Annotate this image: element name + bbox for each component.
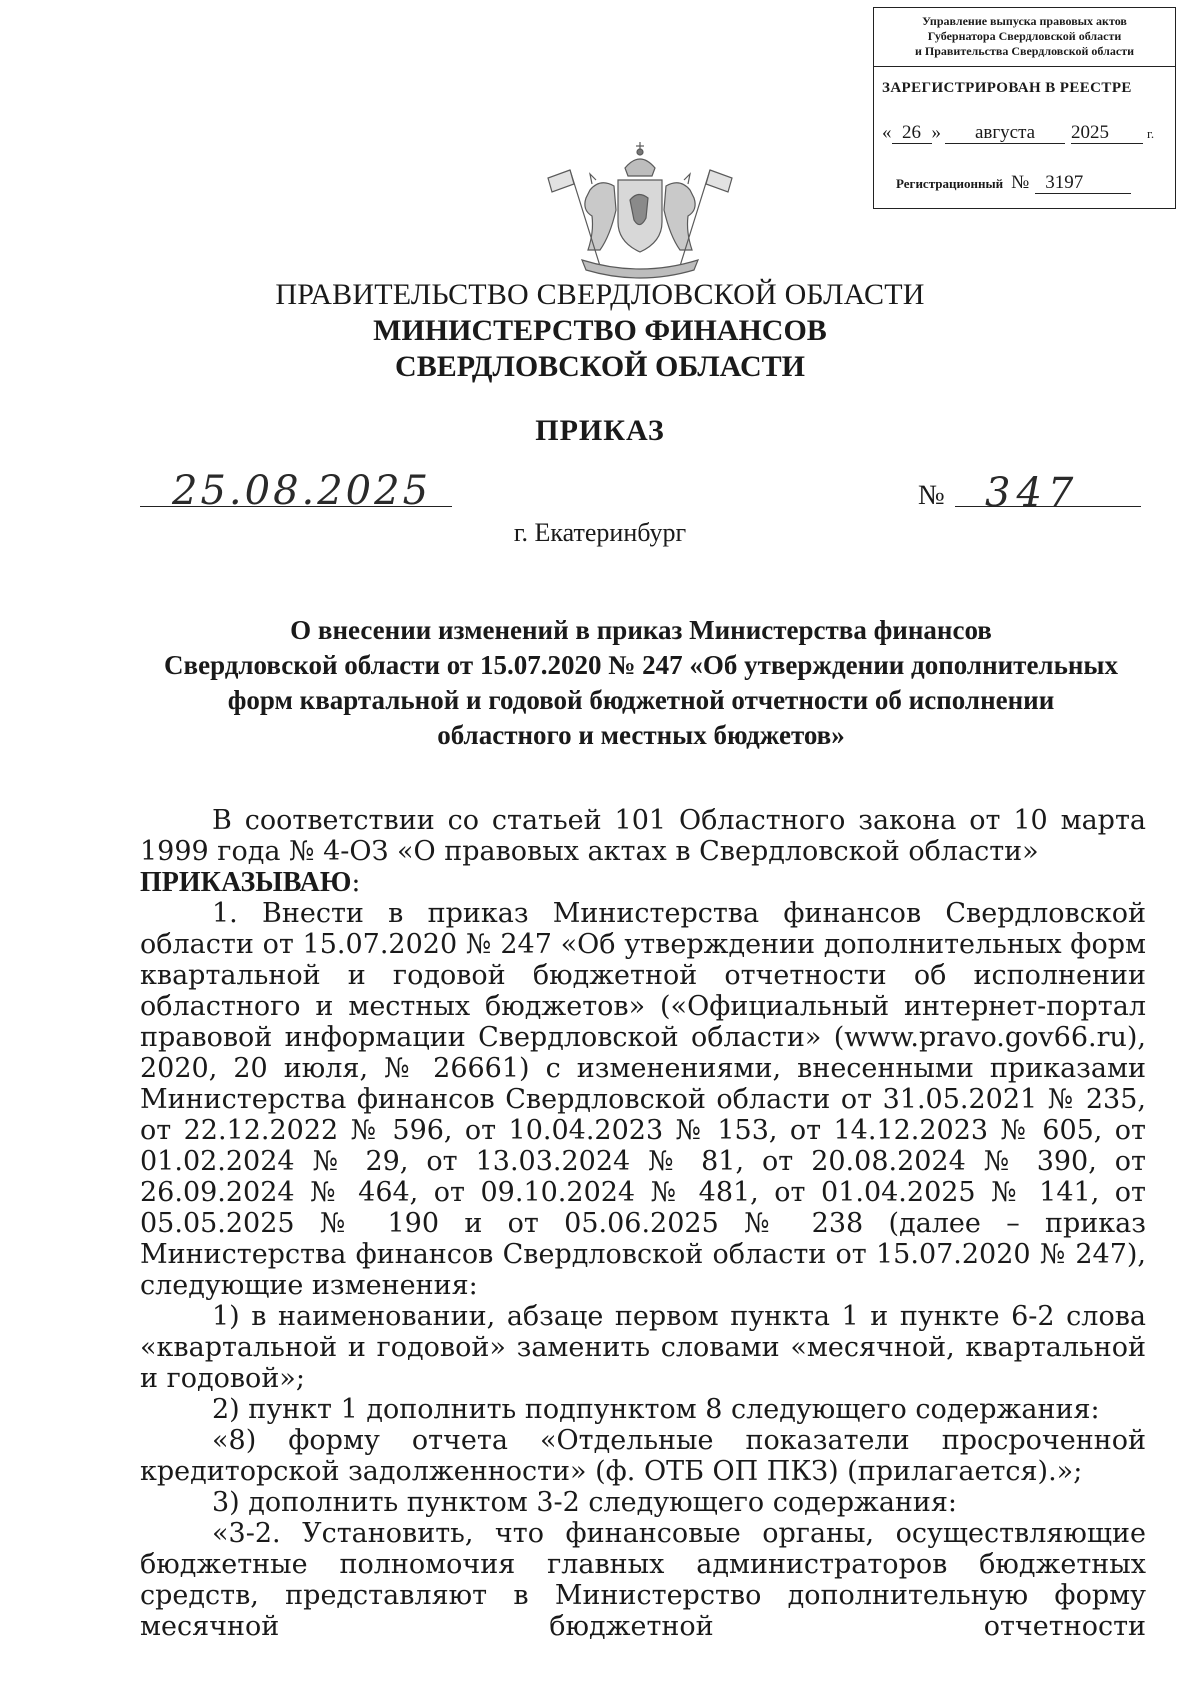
ministry-heading-line-1: МИНИСТЕРСТВО ФИНАНСОВ bbox=[373, 314, 827, 347]
order-date-underline bbox=[140, 506, 452, 507]
subitem-2-paragraph: 2) пункт 1 дополнить подпунктом 8 следующего содержания: bbox=[212, 1394, 1100, 1425]
order-title-line-4: областного и местных бюджетов» bbox=[437, 720, 845, 750]
stamp-date bbox=[882, 122, 1154, 144]
stamp-date-suffix: г. bbox=[1147, 126, 1155, 141]
order-title bbox=[140, 613, 1142, 753]
stamp-reg-no-sign: № bbox=[1011, 172, 1030, 193]
coat-of-arms-icon bbox=[530, 140, 750, 282]
stamp-date-day: 26 bbox=[892, 123, 932, 144]
stamp-date-close-quote: » bbox=[931, 122, 941, 143]
order-number-handwritten: 347 bbox=[985, 470, 1080, 516]
city-label: г. Екатеринбург bbox=[513, 518, 687, 547]
stamp-reg-label: Регистрационный bbox=[896, 176, 1004, 191]
subitem-3-quote-paragraph: «3-2. Установить, что финансовые органы, осуществляющие бюджетные полномочия главных администраторов бюджетных средств, представляют в Министерство дополнительную форму месячной бюджетной отчетности bbox=[140, 1518, 1146, 1642]
government-heading: ПРАВИТЕЛЬСТВО СВЕРДЛОВСКОЙ ОБЛАСТИ bbox=[275, 278, 925, 311]
order-body bbox=[140, 805, 1146, 1642]
order-number-sign: № bbox=[918, 480, 945, 511]
order-title-line-3: форм квартальной и годовой бюджетной отчетности об исполнении bbox=[227, 685, 1055, 715]
registration-stamp bbox=[873, 7, 1176, 209]
subitem-2-quote-paragraph: «8) форму отчета «Отдельные показатели просроченной кредиторской задолженности» (ф. ОТБ ОП ПКЗ) (прилагается).»; bbox=[140, 1425, 1146, 1487]
stamp-org-line-1: Управление выпуска правовых актов bbox=[922, 14, 1127, 28]
order-directive bbox=[140, 867, 1146, 898]
subitem-3-paragraph: 3) дополнить пунктом 3-2 следующего содержания: bbox=[212, 1487, 958, 1518]
stamp-divider bbox=[874, 66, 1175, 67]
order-date-handwritten: 25.08.2025 bbox=[172, 468, 432, 514]
stamp-org-line-2: Губернатора Свердловской области bbox=[927, 29, 1122, 43]
stamp-reg-number: 3197 bbox=[1035, 173, 1131, 194]
stamp-date-month: августа bbox=[945, 123, 1065, 144]
stamp-date-year: 2025 bbox=[1071, 123, 1143, 144]
document-type-heading: ПРИКАЗ bbox=[535, 414, 665, 447]
stamp-organization bbox=[874, 14, 1175, 59]
order-title-line-1: О внесении изменений в приказ Министерства финансов bbox=[290, 615, 992, 645]
order-title-line-2: Свердловской области от 15.07.2020 № 247 «Об утверждении дополнительных bbox=[164, 650, 1118, 680]
stamp-registration-number bbox=[896, 172, 1131, 194]
stamp-registered-label: ЗАРЕГИСТРИРОВАН В РЕЕСТРЕ bbox=[882, 80, 1132, 96]
subitem-1-paragraph: 1) в наименовании, абзаце первом пункта 1 и пункте 6-2 слова «квартальной и годовой» заменить словами «месячной, квартальной и годовой»; bbox=[140, 1301, 1146, 1394]
order-directive-colon: : bbox=[351, 867, 361, 898]
order-directive-word: ПРИКАЗЫВАЮ bbox=[140, 867, 352, 898]
ministry-heading-line-2: СВЕРДЛОВСКОЙ ОБЛАСТИ bbox=[395, 350, 805, 383]
stamp-date-open-quote: « bbox=[882, 122, 892, 143]
stamp-org-line-3: и Правительства Свердловской области bbox=[915, 44, 1134, 58]
preamble-paragraph: В соответствии со статьей 101 Областного закона от 10 марта 1999 года № 4-ОЗ «О правовых актах в Свердловской области» bbox=[140, 805, 1146, 867]
item-1-paragraph: 1. Внести в приказ Министерства финансов Свердловской области от 15.07.2020 № 247 «Об утверждении дополнительных форм квартальной и годовой бюджетной отчетности об исполнении областного и местных бюджетов» («Официальный интернет-портал правовой информации Свердловской области» (www.pravo.gov66.ru), 2020, 20 июля, № 26661) с изменениями, внесенными приказами Министерства финансов Свердловской области от 31.05.2021 № 235, от 22.12.2022 № 596, от 10.04.2023 № 153, от 14.12.2023 № 605, от 01.02.2024 № 29, от 13.03.2024 № 81, от 20.08.2024 № 390, от 26.09.2024 № 464, от 09.10.2024 № 481, от 01.04.2025 № 141, от 05.05.2025 № 190 и от 05.06.2025 № 238 (далее – приказ Министерства финансов Свердловской области от 15.07.2020 № 247), следующие изменения: bbox=[140, 898, 1146, 1301]
order-number-underline bbox=[955, 506, 1141, 507]
